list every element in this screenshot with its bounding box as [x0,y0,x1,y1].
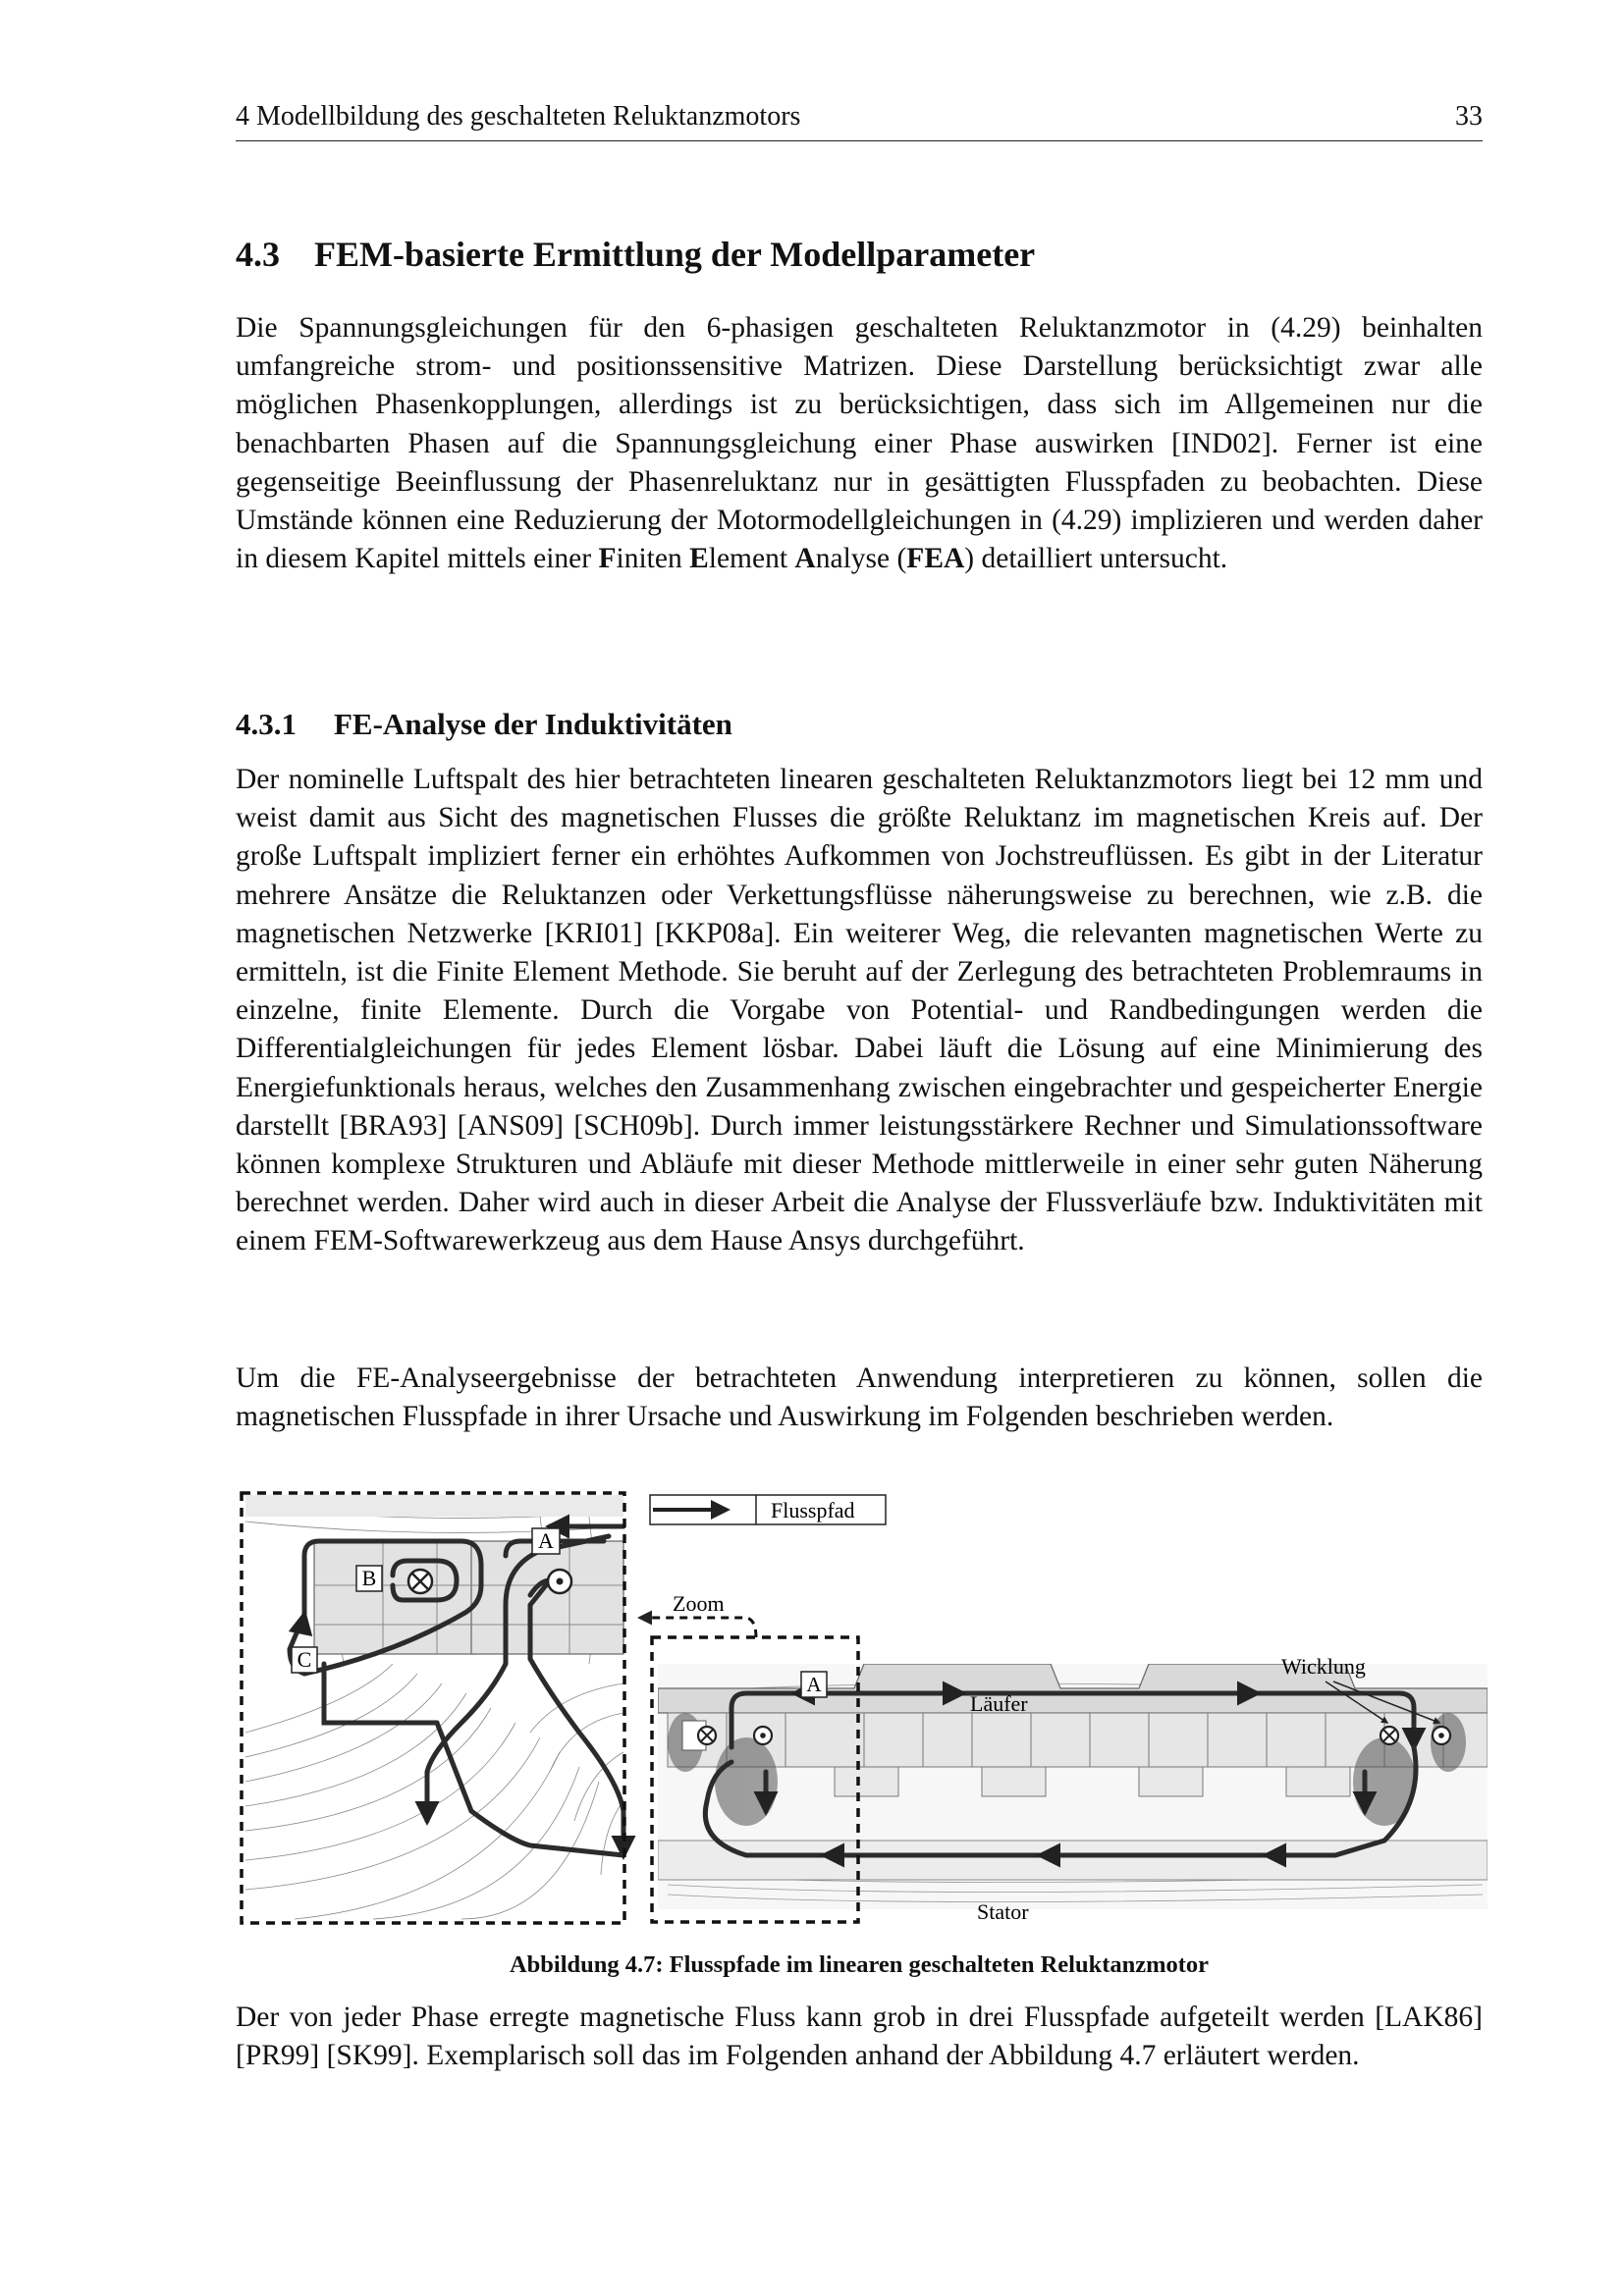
figure-flux-paths [236,1487,1492,1939]
motor-body [658,1664,1488,1909]
para2-text: Der nominelle Luftspalt des hier betrachteten linearen geschalteten Reluktanzmotors liegt bei 12 mm und weist damit aus Sicht des magnetischen Flusses die größte Reluktanz im magnetischen Kreis auf. Der große Luftspalt impliziert ferner ein erhöhtes Aufkommen von Jochstreuflüssen. Es gibt in der Literatur mehrere Ansätze die Reluktanzen oder Verkettungsflüsse näherungsweise zu berechnen, wie z.B. die magnetischen Netzwerke [KRI01] [KKP08a]. Ein weiterer Weg, die relevanten magnetischen Werte zu ermitteln, ist die Finite Element Methode. Sie beruht auf der Zerlegung des betrachteten Problemraums in einzelne, finite Elemente. Durch die Vorgabe von Potential- und Randbedingungen werden die Differentialgleichungen für jedes Element lösbar. Dabei läuft die Lösung auf eine Minimierung des Energiefunktionals heraus, welches den Zusammenhang zwischen eingebrachter und gespeicherter Energie darstellt [BRA93] [ANS09] [SCH09b]. Durch immer leistungsstärkere Rechner und Simulationssoftware können komplexe Strukturen und Abläufe mit dieser Methode mittlerweile in einer sehr guten Näherung berechnet werden. Daher wird auch in dieser Arbeit die Analyse der Flussverläufe bzw. Induktivitäten mit einem FEM-Softwarewerkzeug aus dem Hause Ansys durchgeführt. [236,764,1483,1257]
label-a: A [538,1528,554,1553]
subsection-heading [236,707,732,742]
label-zoom: Zoom [673,1591,725,1616]
legend [650,1495,886,1524]
para1-bold-fea: FEA [906,543,965,575]
coil-out-dot [557,1578,564,1585]
paragraph-2 [236,761,1483,1261]
zoom-pointer [640,1591,756,1637]
para1-text: Die Spannungsgleichungen für den 6-phasigen geschalteten Reluktanzmotor in (4.29) beinhalten umfangreiche strom- und positionssensitive Matrizen. Diese Darstellung berücksichtigt zwar alle möglichen Phasenkopplungen, allerdings ist zu berücksichtigen, dass sich im Allgemeinen nur die benachbarten Phasen auf die Spannungsgleichung einer Phase auswirken [IND02]. Ferner ist eine gegenseitige Beeinflussung der Phasenreluktanz nur in gesättigten Flusspfaden zu beobachten. Diese Umstände können eine Reduzierung der Motormodellgleichungen in (4.29) implizieren und werden daher in diesem Kapitel mittels einer [236,312,1483,575]
zoom-arrow [640,1618,756,1637]
coil-out-dot [1438,1733,1444,1738]
para1-bold-f: F [598,543,617,575]
section-title: FEM-basierte Ermittlung der Modellparameter [314,235,1036,274]
header-title: 4 Modellbildung des geschalteten Reluktanzmotors [236,101,801,132]
yoke [245,1495,623,1517]
label-b: B [361,1566,377,1590]
para1-text-lement: lement [708,543,795,575]
legend-label: Flusspfad [771,1498,855,1522]
paragraph-3 [236,1360,1483,1436]
iron-tooth-right [471,1541,623,1654]
label-wicklung: Wicklung [1281,1654,1366,1679]
zoom-panel [242,1493,624,1923]
para4-text: Der von jeder Phase erregte magnetische Fluss kann grob in drei Flusspfade aufgeteilt werden [LAK86] [PR99] [SK99]. Exemplarisch soll das im Folgenden anhand der Abbildung 4.7 erläutert werden. [236,2002,1483,2072]
para1-text-end: ) detailliert untersucht. [964,543,1228,575]
coil-out-dot [760,1733,766,1738]
label-stator: Stator [977,1899,1029,1924]
section-heading [236,234,1035,275]
para1-text-nalyse: nalyse ( [815,543,907,575]
paragraph-1 [236,309,1483,578]
subsection-number: 4.3.1 [236,707,297,741]
label-c: C [297,1647,312,1672]
para1-text-initen: initen [616,543,690,575]
para1-bold-e: E [689,543,709,575]
running-header [236,101,1483,141]
section-number: 4.3 [236,235,280,274]
label-a-overview: A [806,1673,822,1696]
subsection-title: FE-Analyse der Induktivitäten [334,707,732,741]
para1-bold-a: A [794,543,816,575]
figure-caption: Abbildung 4.7: Flusspfade im linearen geschalteten Reluktanzmotor [509,1951,1210,1978]
para3-text: Um die FE-Analyseergebnisse der betrachteten Anwendung interpretieren zu können, sollen die magnetischen Flusspfade in ihrer Ursache und Auswirkung im Folgenden beschrieben werden. [236,1362,1483,1433]
label-laeufer: Läufer [970,1691,1028,1716]
page-number: 33 [1455,101,1483,132]
paragraph-4 [236,1999,1483,2075]
motor-overview [652,1637,1488,1924]
